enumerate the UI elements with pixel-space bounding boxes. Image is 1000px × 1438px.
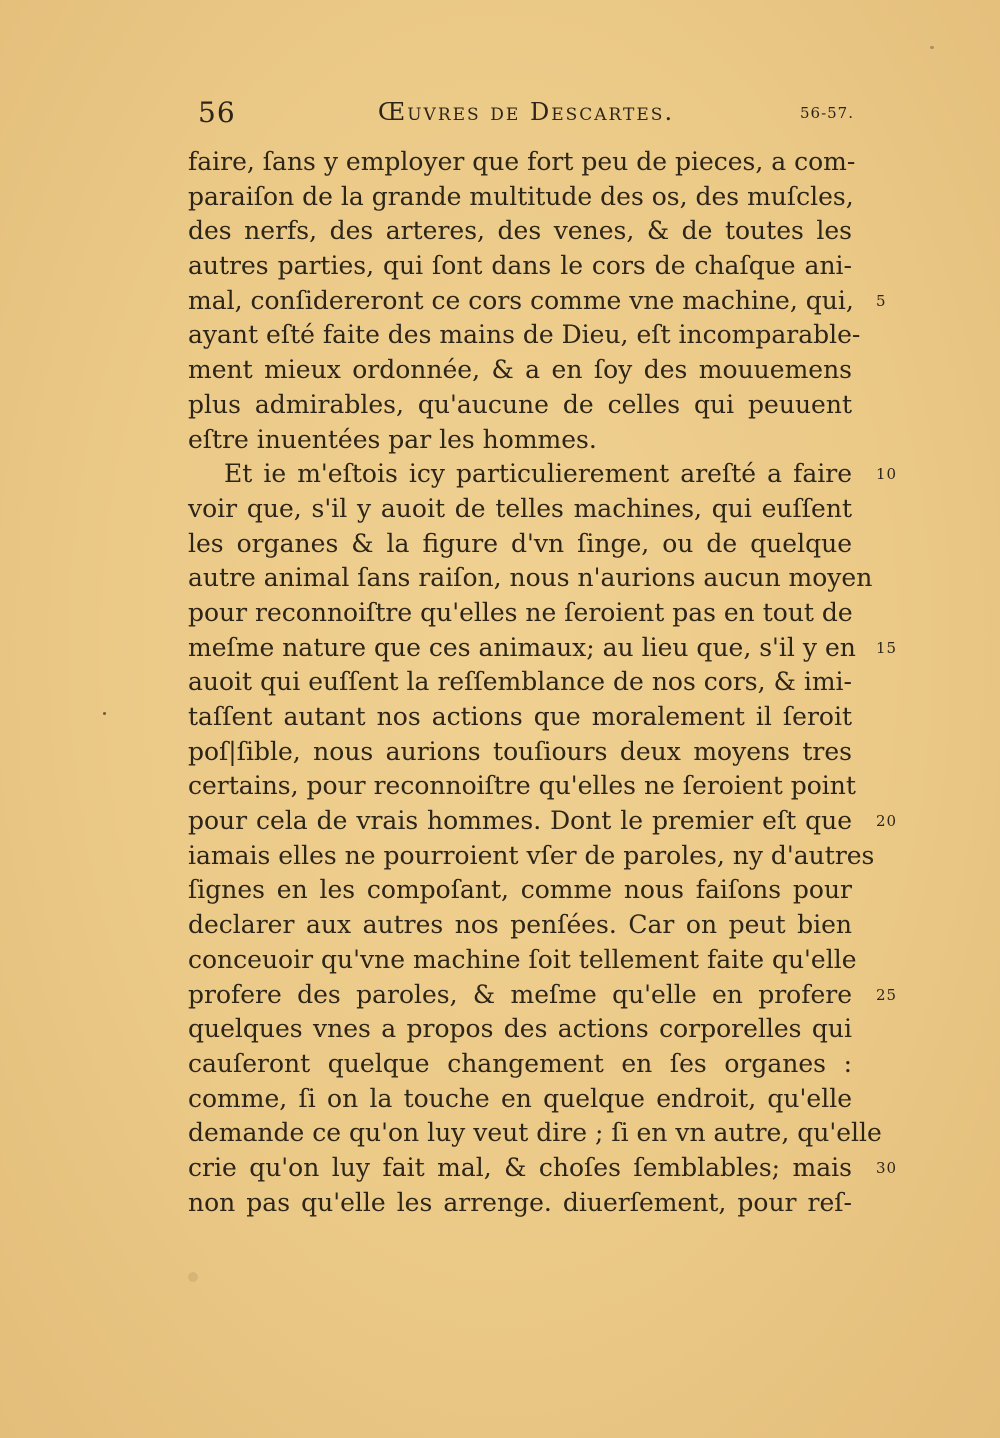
line-number: 5: [876, 291, 887, 310]
text-line: [188, 631, 898, 666]
text-line: [188, 1186, 852, 1221]
line-text: plus admirables, qu'aucune de celles qui peuuent: [188, 389, 852, 419]
line-text: Et ie m'eſtois icy particulierement areſté a faire: [224, 459, 852, 489]
text-line: [188, 214, 852, 249]
line-text: eſtre inuentées par les hommes.: [188, 424, 597, 454]
line-text: mal, conſidereront ce cors comme vne machine, qui,: [188, 285, 854, 315]
line-number: 25: [876, 985, 898, 1004]
line-text: voir que, s'il y auoit de telles machines, qui euſſent: [188, 493, 852, 523]
text-line: [188, 804, 898, 839]
text-line: [188, 978, 898, 1013]
text-line: [188, 908, 852, 943]
text-line: [188, 527, 852, 562]
text-line: [188, 353, 852, 388]
line-number: 15: [876, 638, 898, 657]
text-line: [188, 839, 875, 874]
text-line: [188, 423, 852, 458]
line-number: 30: [876, 1158, 898, 1177]
line-number: 10: [876, 465, 898, 484]
text-line: [188, 1151, 898, 1186]
text-line: [188, 769, 856, 804]
line-text: paraiſon de la grande multitude des os, des muſcles,: [188, 181, 854, 211]
line-text: autre animal ſans raiſon, nous n'aurions aucun moyen: [188, 563, 873, 593]
text-line: [188, 1012, 852, 1047]
paper-speck: [188, 1272, 198, 1282]
text-line: [188, 735, 852, 770]
text-line: [188, 284, 887, 319]
page-number: 56: [198, 96, 236, 129]
page-range: 56-57.: [799, 104, 854, 122]
text-line: [188, 1047, 852, 1082]
line-text: faire, ſans y employer que fort peu de pieces, a com-: [188, 147, 856, 176]
text-line: [188, 457, 898, 492]
line-text: les organes & la figure d'vn ſinge, ou de quelque: [188, 528, 852, 558]
line-text: comme, ſi on la touche en quelque endroit, qu'elle: [188, 1083, 852, 1113]
line-text: des nerfs, des arteres, des venes, & de toutes les: [188, 216, 852, 246]
body-text: [188, 145, 898, 1220]
text-line: [188, 180, 852, 215]
line-text: declarer aux autres nos penſées. Car on peut bien: [188, 910, 852, 940]
line-text: auoit qui euſſent la reſſemblance de nos cors, & imi-: [188, 667, 852, 697]
line-text: cauſeront quelque changement en ſes organes :: [188, 1048, 852, 1078]
line-text: certains, pour reconnoiſtre qu'elles ne ſeroient point: [188, 771, 856, 801]
line-text: autres parties, qui ſont dans le cors de chaſque ani-: [188, 251, 852, 281]
text-line: [188, 596, 852, 631]
text-line: [188, 388, 852, 423]
line-text: taſſent autant nos actions que moralement il ſeroit: [188, 702, 852, 731]
line-text: poſ|ſible, nous aurions touſiours deux moyens tres: [188, 736, 852, 766]
line-text: ayant eſté faite des mains de Dieu, eſt incomparable-: [188, 320, 861, 350]
text-line: [188, 700, 852, 735]
line-text: ment mieux ordonnée, & a en ſoy des mouuemens: [188, 355, 852, 385]
line-text: profere des paroles, & meſme qu'elle en profere: [188, 979, 852, 1009]
text-line: [188, 873, 852, 908]
text-line: [188, 492, 852, 527]
text-line: [188, 1116, 882, 1151]
text-line: [188, 665, 852, 700]
text-line: [188, 943, 857, 978]
paper-speck: [930, 46, 934, 49]
text-line: [188, 145, 856, 180]
page-header: [198, 96, 854, 136]
line-text: non pas qu'elle les arrenge. diuerſement, pour reſ-: [188, 1187, 852, 1217]
line-text: demande ce qu'on luy veut dire ; ſi en vn autre, qu'elle: [188, 1118, 882, 1148]
running-title: Œuvres de Descartes.: [377, 98, 675, 126]
line-text: conceuoir qu'vne machine ſoit tellement faite qu'elle: [188, 944, 857, 974]
text-line: [188, 249, 852, 284]
line-text: pour cela de vrais hommes. Dont le premier eſt que: [188, 806, 852, 836]
line-text: meſme nature que ces animaux; au lieu que, s'il y en: [188, 632, 856, 662]
line-text: crie qu'on luy fait mal, & choſes ſemblables; mais: [188, 1152, 852, 1182]
line-text: iamais elles ne pourroient vſer de paroles, ny d'autres: [188, 840, 875, 870]
text-line: [188, 561, 873, 596]
paper-speck: [103, 712, 106, 715]
line-text: pour reconnoiſtre qu'elles ne ſeroient pas en tout de: [188, 597, 853, 627]
text-line: [188, 1082, 852, 1117]
line-text: ſignes en les compoſant, comme nous faiſons pour: [188, 875, 852, 905]
line-number: 20: [876, 812, 898, 831]
line-text: quelques vnes a propos des actions corporelles qui: [188, 1014, 852, 1044]
text-line: [188, 318, 861, 353]
